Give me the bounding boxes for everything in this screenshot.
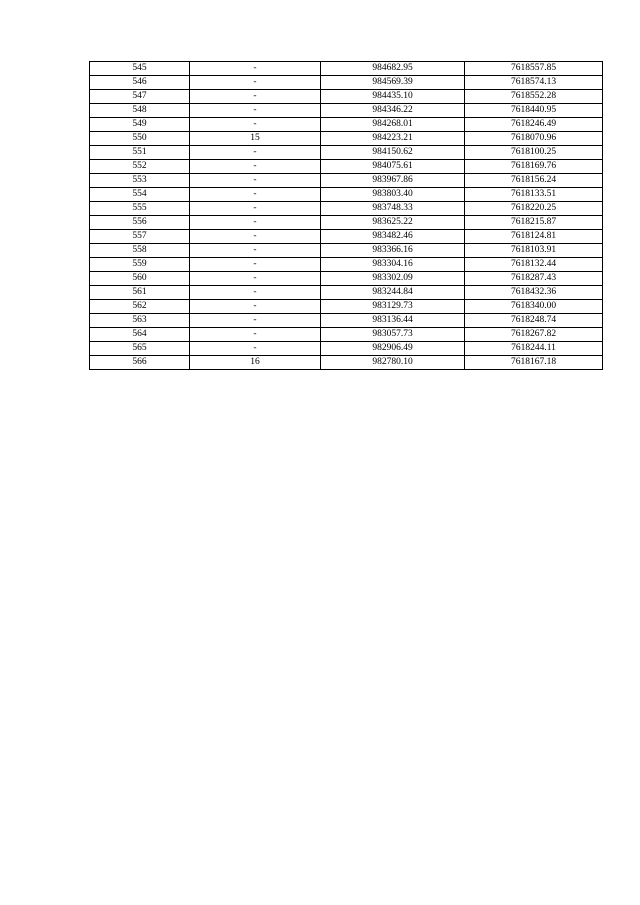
x-coordinate-cell: 983057.73 — [321, 328, 465, 342]
y-coordinate-cell: 7618220.25 — [465, 202, 603, 216]
table-row — [90, 272, 603, 286]
marker-cell: - — [190, 62, 321, 76]
y-coordinate-cell: 7618552.28 — [465, 90, 603, 104]
x-coordinate-cell: 983304.16 — [321, 258, 465, 272]
marker-cell: - — [190, 230, 321, 244]
table-row — [90, 286, 603, 300]
y-coordinate-cell: 7618432.36 — [465, 286, 603, 300]
table-row — [90, 230, 603, 244]
marker-cell: - — [190, 90, 321, 104]
y-coordinate-cell: 7618103.91 — [465, 244, 603, 258]
x-coordinate-cell: 984150.62 — [321, 146, 465, 160]
table-row — [90, 202, 603, 216]
point-number-cell: 552 — [90, 160, 190, 174]
x-coordinate-cell: 984346.22 — [321, 104, 465, 118]
marker-cell: - — [190, 146, 321, 160]
point-number-cell: 562 — [90, 300, 190, 314]
x-coordinate-cell: 983748.33 — [321, 202, 465, 216]
x-coordinate-cell: 983302.09 — [321, 272, 465, 286]
table-row — [90, 188, 603, 202]
point-number-cell: 556 — [90, 216, 190, 230]
marker-cell: - — [190, 76, 321, 90]
marker-cell: - — [190, 174, 321, 188]
point-number-cell: 549 — [90, 118, 190, 132]
x-coordinate-cell: 983803.40 — [321, 188, 465, 202]
coordinates-table-body — [90, 62, 603, 370]
table-row — [90, 118, 603, 132]
y-coordinate-cell: 7618246.49 — [465, 118, 603, 132]
point-number-cell: 546 — [90, 76, 190, 90]
point-number-cell: 555 — [90, 202, 190, 216]
x-coordinate-cell: 983366.16 — [321, 244, 465, 258]
point-number-cell: 566 — [90, 356, 190, 370]
point-number-cell: 551 — [90, 146, 190, 160]
table-row — [90, 160, 603, 174]
y-coordinate-cell: 7618156.24 — [465, 174, 603, 188]
marker-cell: - — [190, 118, 321, 132]
table-row — [90, 328, 603, 342]
table-row — [90, 258, 603, 272]
table-row — [90, 62, 603, 76]
table-row — [90, 132, 603, 146]
point-number-cell: 560 — [90, 272, 190, 286]
marker-cell: 15 — [190, 132, 321, 146]
marker-cell: - — [190, 202, 321, 216]
marker-cell: - — [190, 160, 321, 174]
y-coordinate-cell: 7618169.76 — [465, 160, 603, 174]
table-row — [90, 216, 603, 230]
table-row — [90, 104, 603, 118]
marker-cell: - — [190, 272, 321, 286]
marker-cell: - — [190, 216, 321, 230]
point-number-cell: 558 — [90, 244, 190, 258]
y-coordinate-cell: 7618132.44 — [465, 258, 603, 272]
x-coordinate-cell: 984223.21 — [321, 132, 465, 146]
x-coordinate-cell: 982906.49 — [321, 342, 465, 356]
x-coordinate-cell: 984569.39 — [321, 76, 465, 90]
point-number-cell: 557 — [90, 230, 190, 244]
y-coordinate-cell: 7618070.96 — [465, 132, 603, 146]
table-row — [90, 314, 603, 328]
y-coordinate-cell: 7618574.13 — [465, 76, 603, 90]
marker-cell: 16 — [190, 356, 321, 370]
marker-cell: - — [190, 342, 321, 356]
y-coordinate-cell: 7618248.74 — [465, 314, 603, 328]
point-number-cell: 553 — [90, 174, 190, 188]
y-coordinate-cell: 7618244.11 — [465, 342, 603, 356]
table-row — [90, 146, 603, 160]
point-number-cell: 554 — [90, 188, 190, 202]
x-coordinate-cell: 982780.10 — [321, 356, 465, 370]
y-coordinate-cell: 7618124.81 — [465, 230, 603, 244]
x-coordinate-cell: 983136.44 — [321, 314, 465, 328]
y-coordinate-cell: 7618215.87 — [465, 216, 603, 230]
x-coordinate-cell: 984075.61 — [321, 160, 465, 174]
y-coordinate-cell: 7618267.82 — [465, 328, 603, 342]
table-row — [90, 174, 603, 188]
marker-cell: - — [190, 314, 321, 328]
y-coordinate-cell: 7618287.43 — [465, 272, 603, 286]
x-coordinate-cell: 984435.10 — [321, 90, 465, 104]
coordinates-table — [89, 61, 603, 370]
marker-cell: - — [190, 328, 321, 342]
point-number-cell: 547 — [90, 90, 190, 104]
y-coordinate-cell: 7618167.18 — [465, 356, 603, 370]
marker-cell: - — [190, 244, 321, 258]
point-number-cell: 559 — [90, 258, 190, 272]
x-coordinate-cell: 983129.73 — [321, 300, 465, 314]
y-coordinate-cell: 7618340.00 — [465, 300, 603, 314]
point-number-cell: 564 — [90, 328, 190, 342]
point-number-cell: 548 — [90, 104, 190, 118]
x-coordinate-cell: 984268.01 — [321, 118, 465, 132]
point-number-cell: 561 — [90, 286, 190, 300]
marker-cell: - — [190, 258, 321, 272]
marker-cell: - — [190, 104, 321, 118]
x-coordinate-cell: 983244.84 — [321, 286, 465, 300]
marker-cell: - — [190, 286, 321, 300]
table-row — [90, 244, 603, 258]
y-coordinate-cell: 7618440.95 — [465, 104, 603, 118]
y-coordinate-cell: 7618100.25 — [465, 146, 603, 160]
marker-cell: - — [190, 300, 321, 314]
x-coordinate-cell: 983967.86 — [321, 174, 465, 188]
table-row — [90, 356, 603, 370]
point-number-cell: 563 — [90, 314, 190, 328]
table-row — [90, 300, 603, 314]
table-row — [90, 90, 603, 104]
y-coordinate-cell: 7618557.85 — [465, 62, 603, 76]
table-row — [90, 342, 603, 356]
x-coordinate-cell: 984682.95 — [321, 62, 465, 76]
marker-cell: - — [190, 188, 321, 202]
x-coordinate-cell: 983482.46 — [321, 230, 465, 244]
point-number-cell: 550 — [90, 132, 190, 146]
x-coordinate-cell: 983625.22 — [321, 216, 465, 230]
point-number-cell: 565 — [90, 342, 190, 356]
y-coordinate-cell: 7618133.51 — [465, 188, 603, 202]
table-row — [90, 76, 603, 90]
point-number-cell: 545 — [90, 62, 190, 76]
